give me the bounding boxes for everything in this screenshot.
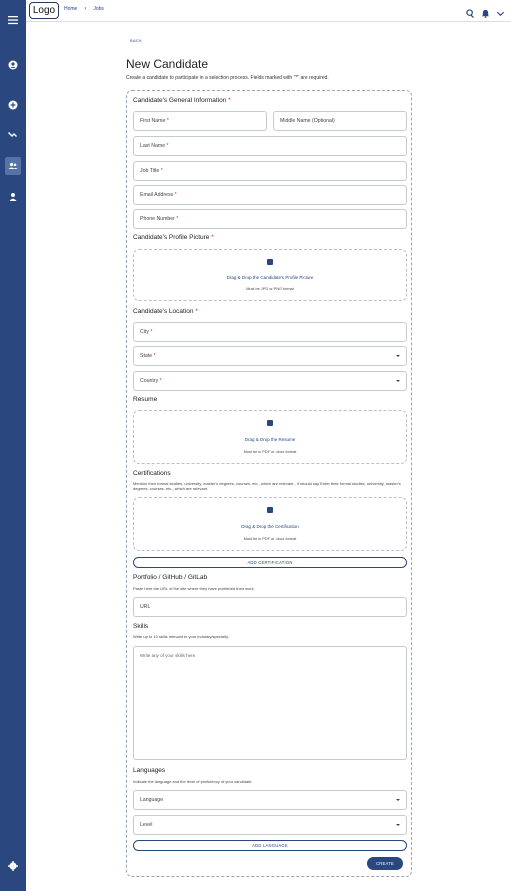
last-name-field[interactable]: Last Name *: [133, 136, 407, 156]
level-select[interactable]: Level: [133, 815, 407, 835]
profile-picture-hint: Must be JPG or PNG format: [246, 287, 294, 291]
breadcrumb-home[interactable]: Home: [64, 6, 78, 12]
breadcrumb-jobs[interactable]: Jobs: [93, 6, 104, 12]
people-icon[interactable]: [5, 157, 21, 175]
certifications-title: Certifications: [133, 470, 171, 477]
bell-icon[interactable]: [481, 5, 490, 23]
user-circle-icon[interactable]: [0, 56, 26, 74]
dropdown-caret-icon: [396, 355, 400, 357]
profile-picture-title: Candidate's Profile Picture *: [133, 234, 214, 241]
candidate-form: [126, 90, 412, 877]
image-icon: [267, 507, 273, 513]
resume-drop-text: Drag & Drop the Resume: [244, 437, 296, 442]
profile-picture-dropzone[interactable]: [133, 249, 407, 301]
toolbar-icons: [466, 5, 505, 23]
city-field[interactable]: City *: [133, 322, 407, 342]
skills-description: Write up to 10 skills relevant to your industry/specialty.: [133, 634, 229, 639]
handshake-icon[interactable]: [0, 125, 26, 143]
top-bar: [26, 0, 511, 22]
location-title: Candidate's Location *: [133, 308, 198, 315]
create-button[interactable]: CREATE: [367, 857, 403, 870]
profile-picture-drop-text: Drag & Drop the Candidate's Profile Picture: [226, 275, 314, 280]
search-icon[interactable]: [466, 5, 475, 23]
add-circle-icon[interactable]: [0, 96, 26, 114]
url-field[interactable]: URL: [133, 597, 407, 617]
portfolio-title: Portfolio / GitHub / GitLab: [133, 574, 208, 581]
chevron-down-icon[interactable]: [496, 5, 505, 23]
certification-dropzone[interactable]: [133, 497, 407, 551]
add-language-button[interactable]: ADD LANGUAGE: [133, 840, 407, 851]
dropdown-caret-icon: [396, 799, 400, 801]
breadcrumb: [64, 6, 104, 12]
add-certification-button[interactable]: ADD CERTIFICATION: [133, 557, 407, 568]
settings-icon[interactable]: [0, 857, 26, 875]
image-icon: [267, 259, 273, 265]
resume-title: Resume: [133, 396, 158, 403]
first-name-field[interactable]: First Name *: [133, 111, 267, 131]
person-icon[interactable]: [0, 188, 26, 206]
phone-field[interactable]: Phone Number *: [133, 209, 407, 229]
skills-textarea[interactable]: Write any of your skills here.: [133, 646, 407, 760]
general-info-title: Candidate's General Information *: [133, 97, 231, 104]
country-select[interactable]: Country *: [133, 371, 407, 391]
language-select[interactable]: Language: [133, 790, 407, 810]
resume-hint: Must be in PDF or .docx format: [243, 450, 297, 454]
back-link[interactable]: BACK: [130, 38, 143, 43]
skills-title: Skills: [133, 623, 149, 630]
image-icon: [267, 420, 273, 426]
page-subtitle: Create a candidate to participate in a selection process. Fields marked with "*" are required.: [126, 75, 329, 81]
job-title-field[interactable]: Job Title *: [133, 161, 407, 181]
certification-hint: Must be in PDF or .docx format: [243, 537, 297, 541]
portfolio-description: Paste here the URL of the site where they have published their work.: [133, 586, 255, 591]
dropdown-caret-icon: [396, 380, 400, 382]
menu-icon[interactable]: [0, 11, 26, 29]
state-select[interactable]: State *: [133, 346, 407, 366]
languages-description: Indicate the language and the level of proficiency of your candidate.: [133, 779, 253, 784]
chevron-right-icon: ›: [84, 6, 87, 12]
middle-name-field[interactable]: Middle Name (Optional): [273, 111, 407, 131]
logo[interactable]: Logo: [29, 2, 59, 19]
certifications-description: Mention their formal studies, university, master's degrees, courses, etc., which are relevant - it should say Enter their formal studies, university, master's degrees, courses, etc., which are relevant.: [133, 481, 401, 491]
page-title: New Candidate: [126, 57, 209, 71]
resume-dropzone[interactable]: [133, 410, 407, 464]
certification-drop-text: Drag & Drop the Certification: [241, 524, 299, 529]
dropdown-caret-icon: [396, 824, 400, 826]
email-field[interactable]: Email Address *: [133, 185, 407, 205]
languages-title: Languages: [133, 767, 166, 774]
sidebar: [0, 0, 26, 891]
